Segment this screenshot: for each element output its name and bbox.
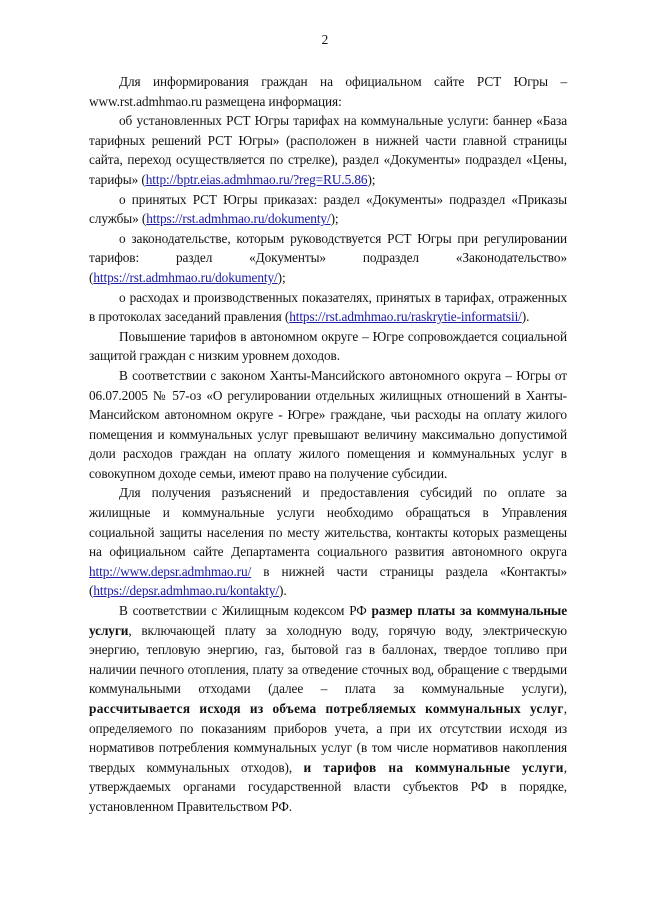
paragraph-law — [89, 366, 567, 484]
paragraph-text: о принятых РСТ Югры приказах: раздел «Документы» подраздел «Приказы службы» ( — [89, 191, 567, 227]
paragraph-text: ); — [330, 211, 339, 227]
paragraph-expenses — [89, 288, 567, 327]
documents-link[interactable]: https://rst.admhmao.ru/dokumenty/ — [146, 211, 331, 227]
paragraph-text: ). — [521, 309, 530, 325]
paragraph-social-protection — [89, 327, 567, 366]
paragraph-text: ). — [279, 583, 287, 599]
paragraph-text: В соответствии с законом Ханты-Мансийского автономного округа – Югры от 06.07.2005 № 57-оз «О регулировании отдельных жилищных отношений в Ханты-Мансийском автономном округе - Югре» граждане, чьи расходы на оплату жилого помещения и коммунальных услуг превышают величину максимально допустимой доли расходов граждан на оплату жилого помещения и коммунальных услуг в совокупном доходе семьи, имеют право на получение субсидии. — [89, 367, 567, 481]
document-body — [89, 72, 567, 817]
paragraph-subsidies — [89, 483, 567, 601]
paragraph-text: Повышение тарифов в автономном округе – Югре сопровождается социальной защитой граждан с низким уровнем доходов. — [89, 328, 567, 364]
paragraph-text: Для получения разъяснений и предоставления субсидий по оплате за жилищные и коммунальные услуги необходимо обращаться в Управления социальной защиты населения по месту жительства, контакты которых размещены на официальном сайте Департамента социального развития автономного округа — [89, 485, 567, 560]
paragraph-text: о законодательстве, которым руководствуется РСТ Югры при регулировании тарифов: раздел «Документы» подраздел «Законодательство» ( — [89, 230, 567, 285]
tariff-base-link[interactable]: http://bptr.eias.admhmao.ru/?reg=RU.5.86 — [145, 171, 368, 187]
paragraph-text: ); — [367, 171, 376, 187]
bold-text: и тарифов на коммунальные услуги — [303, 759, 564, 775]
paragraph-text: в нижней части страницы раздела «Контакты» ( — [89, 563, 567, 599]
page-number: 2 — [321, 32, 329, 47]
bold-text: размер платы за коммунальные услуги — [89, 603, 567, 638]
paragraph-intro — [89, 72, 567, 111]
depsr-contacts-link[interactable]: https://depsr.admhmao.ru/kontakty/ — [93, 583, 280, 599]
legislation-link[interactable]: https://rst.admhmao.ru/dokumenty/ — [93, 269, 278, 285]
depsr-site-link[interactable]: http://www.depsr.admhmao.ru/ — [89, 563, 252, 579]
paragraph-text: об установленных РСТ Югры тарифах на коммунальные услуги: баннер «База тарифных решений РСТ Югры» (расположен в нижней части главной страницы сайта, переход осуществляется по стрелке), раздел «Документы» подраздел «Цены, тарифы» ( — [89, 113, 567, 187]
paragraph-housing-code — [89, 601, 567, 817]
paragraph-tariffs — [89, 111, 567, 189]
bold-text: рассчитывается исходя из объема потребляемых коммунальных услуг — [89, 701, 564, 716]
paragraph-text: В соответствии с Жилищным кодексом РФ — [119, 603, 372, 619]
disclosure-link[interactable]: https://rst.admhmao.ru/raskrytie-informatsii/ — [289, 309, 522, 325]
paragraph-text: Для информирования граждан на официальном сайте РСТ Югры – www.rst.admhmao.ru размещена информация: — [89, 74, 567, 109]
paragraph-text: , включающей плату за холодную воду, горячую воду, электрическую энергию, тепловую энергию, газ, бытовой газ в баллонах, твердое топливо при наличии печного отопления, плату за отведение сточных вод, обращение с твердыми коммунальными отходами (далее – плата за коммунальные услуги), — [89, 622, 567, 697]
paragraph-text: , утверждаемых органами государственной власти субъектов РФ в порядке, установленном Правительством РФ. — [89, 759, 568, 814]
paragraph-text: о расходах и производственных показателях, принятых в тарифах, отраженных в протоколах заседаний правления ( — [89, 289, 567, 325]
paragraph-orders — [89, 190, 567, 229]
paragraph-text: ); — [277, 269, 286, 285]
paragraph-legislation — [89, 229, 567, 288]
paragraph-text: , определяемого по показаниям приборов учета, а при их отсутствии исходя из нормативов потребления коммунальных услуг (в том числе нормативов накопления твердых коммунальных отходов), — [89, 701, 567, 775]
